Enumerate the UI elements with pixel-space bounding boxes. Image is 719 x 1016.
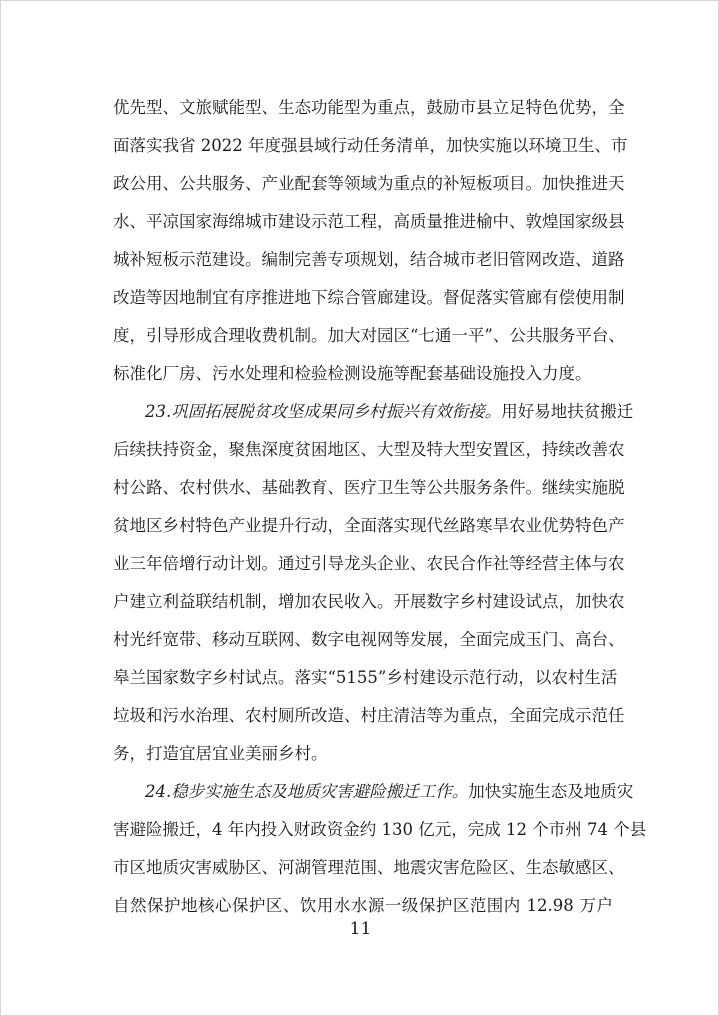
section-heading-23: 23.巩固拓展脱贫攻坚成果同乡村振兴有效衔接。 <box>145 402 502 421</box>
body-text-line: 村光纤宽带、移动互联网、数字电视网等发展，全面完成玉门、高台、 <box>113 630 625 649</box>
body-text-line: 市区地质灾害威胁区、河湖管理范围、地震灾害危险区、生态敏感区、 <box>113 858 625 877</box>
section-heading-24: 24.稳步实施生态及地质灾害避险搬迁工作。 <box>145 782 469 801</box>
paragraph-23-first-line <box>145 397 634 427</box>
body-text-line: 面落实我省 2022 年度强县域行动任务清单，加快实施以环境卫生、市 <box>113 136 628 155</box>
body-text-span: 用好易地扶贫搬迁 <box>501 402 634 421</box>
body-text-line: 务，打造宜居宜业美丽乡村。 <box>113 744 328 763</box>
body-text-line: 水、平凉国家海绵城市建设示范工程，高质量推进榆中、敦煌国家级县 <box>113 212 625 231</box>
body-text-line: 后续扶持资金，聚焦深度贫困地区、大型及特大型安置区，持续改善农 <box>113 440 625 459</box>
body-text-line: 改造等因地制宜有序推进地下综合管廊建设。督促落实管廊有偿使用制 <box>113 288 625 307</box>
body-text-line: 贫地区乡村特色产业提升行动，全面落实现代丝路寒旱农业优势特色产 <box>113 516 625 535</box>
body-text-span: 加快实施生态及地质灾 <box>468 782 634 801</box>
body-text-line: 垃圾和污水治理、农村厕所改造、村庄清洁等为重点，全面完成示范任 <box>113 706 625 725</box>
body-text-line: 政公用、公共服务、产业配套等领域为重点的补短板项目。加快推进天 <box>113 174 625 193</box>
body-text-line: 优先型、文旅赋能型、生态功能型为重点，鼓励市县立足特色优势，全 <box>113 98 625 117</box>
body-text-line: 户建立利益联结机制，增加农民收入。开展数字乡村建设试点，加快农 <box>113 592 625 611</box>
body-text-line: 度，引导形成合理收费机制。加大对园区“七通一平”、公共服务平台、 <box>113 326 625 345</box>
body-text-line: 业三年倍增行动计划。通过引导龙头企业、农民合作社等经营主体与农 <box>113 554 625 573</box>
body-text-line: 自然保护地核心保护区、饮用水水源一级保护区范围内 12.98 万户 <box>113 896 613 915</box>
page-number: 11 <box>349 919 372 939</box>
body-text-line: 村公路、农村供水、基础教育、医疗卫生等公共服务条件。继续实施脱 <box>113 478 625 497</box>
paragraph-24-first-line <box>145 777 634 807</box>
body-text-line: 城补短板示范建设。编制完善专项规划，结合城市老旧管网改造、道路 <box>113 250 625 269</box>
body-text-line: 标准化厂房、污水处理和检验检测设施等配套基础设施投入力度。 <box>113 364 592 383</box>
body-text-line: 害避险搬迁，4 年内投入财政资金约 130 亿元，完成 12 个市州 74 个县 <box>113 820 647 839</box>
body-text-line: 皋兰国家数字乡村试点。落实“5155”乡村建设示范行动，以农村生活 <box>113 668 618 687</box>
